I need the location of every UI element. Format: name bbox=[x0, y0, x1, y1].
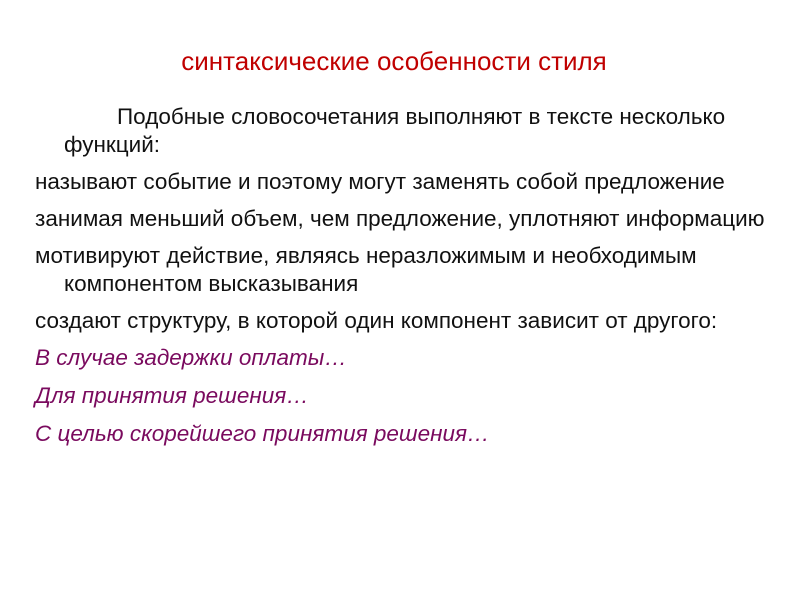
slide-body bbox=[35, 103, 765, 458]
function-item: называют событие и поэтому могут заменять собой предложение bbox=[35, 169, 725, 194]
function-item: занимая меньший объем, чем предложение, уплотняют информацию bbox=[35, 206, 765, 231]
slide-title: синтаксические особенности стиля bbox=[181, 46, 607, 76]
intro-paragraph: Подобные словосочетания выполняют в тексте несколько функций: bbox=[64, 104, 726, 157]
example-phrase: С целью скорейшего принятия решения… bbox=[35, 421, 490, 446]
example-phrase: Для принятия решения… bbox=[35, 383, 309, 408]
function-item: создают структуру, в которой один компонент зависит от другого: bbox=[35, 308, 718, 333]
example-phrase: В случае задержки оплаты… bbox=[35, 345, 347, 370]
function-item: мотивируют действие, являясь неразложимым и необходимым компонентом высказывания bbox=[35, 243, 697, 296]
